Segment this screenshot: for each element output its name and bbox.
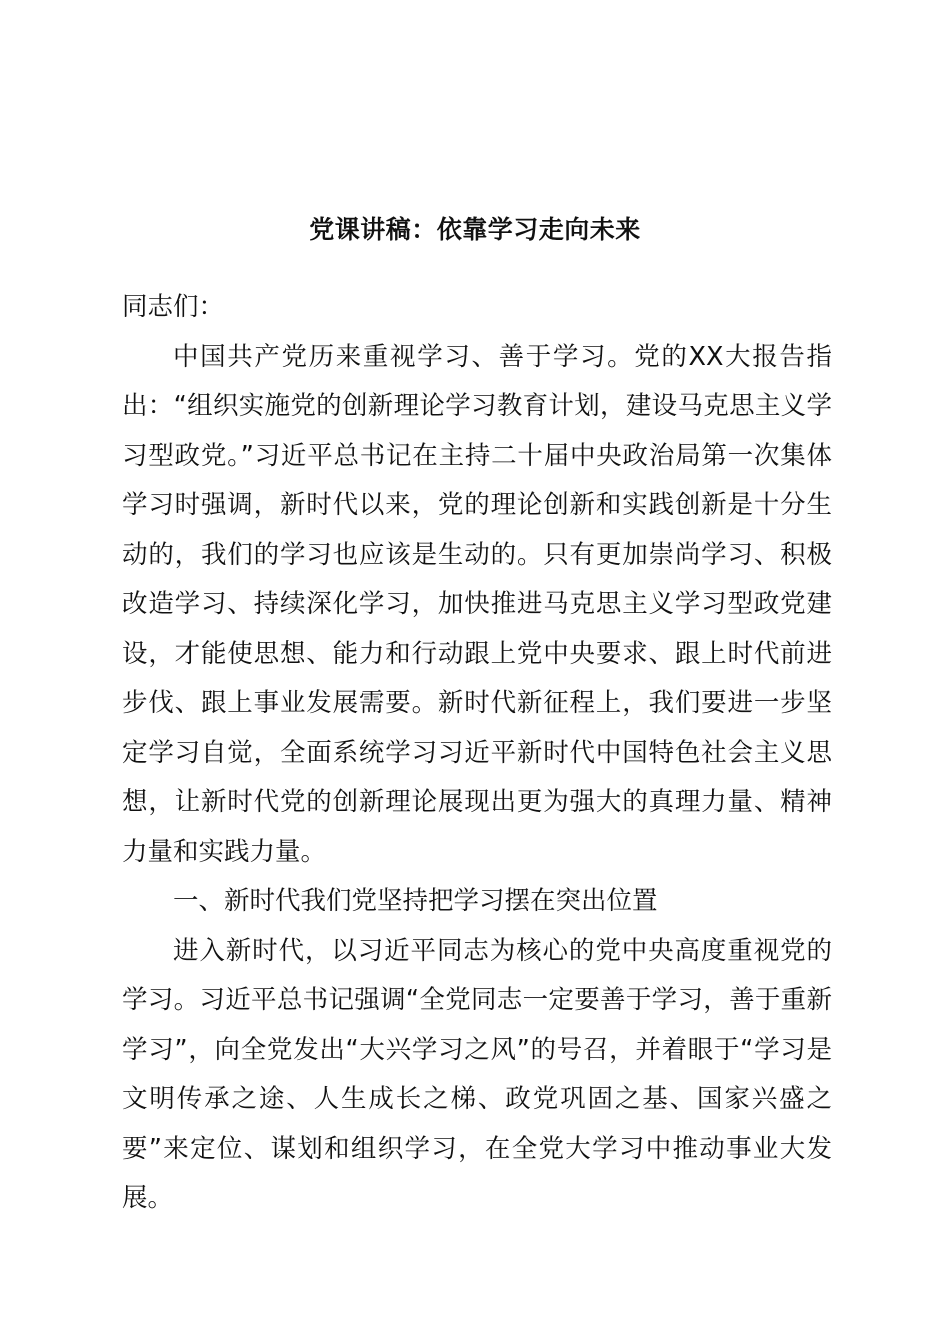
document-title: 党课讲稿：依靠学习走向未来: [309, 215, 641, 244]
section-paragraph: 进入新时代，以习近平同志为核心的党中央高度重视党的学习。习近平总书记强调“全党同志一定要善于学习，善于重新学习”，向全党发出“大兴学习之风”的号召，并着眼于“学习是文明传承之途、人生成长之梯、政党巩固之基、国家兴盛之要”来定位、谋划和组织学习，在全党大学习中推动事业大发展。: [122, 935, 832, 1213]
intro-paragraph: 中国共产党历来重视学习、善于学习。党的XX大报告指出：“组织实施党的创新理论学习教育计划，建设马克思主义学习型政党。”习近平总书记在主持二十届中央政治局第一次集体学习时强调，新时代以来，党的理论创新和实践创新是十分生动的，我们的学习也应该是生动的。只有更加崇尚学习、积极改造学习、持续深化学习，加快推进马克思主义学习型政党建设，才能使思想、能力和行动跟上党中央要求、跟上时代前进步伐、跟上事业发展需要。新时代新征程上，我们要进一步坚定学习自觉，全面系统学习习近平新时代中国特色社会主义思想，让新时代党的创新理论展现出更为强大的真理力量、精神力量和实践力量。: [122, 341, 832, 867]
salutation: 同志们：: [122, 292, 225, 322]
section-heading: 一、新时代我们党坚持把学习摆在突出位置: [173, 886, 658, 916]
document-body: [122, 283, 832, 1224]
